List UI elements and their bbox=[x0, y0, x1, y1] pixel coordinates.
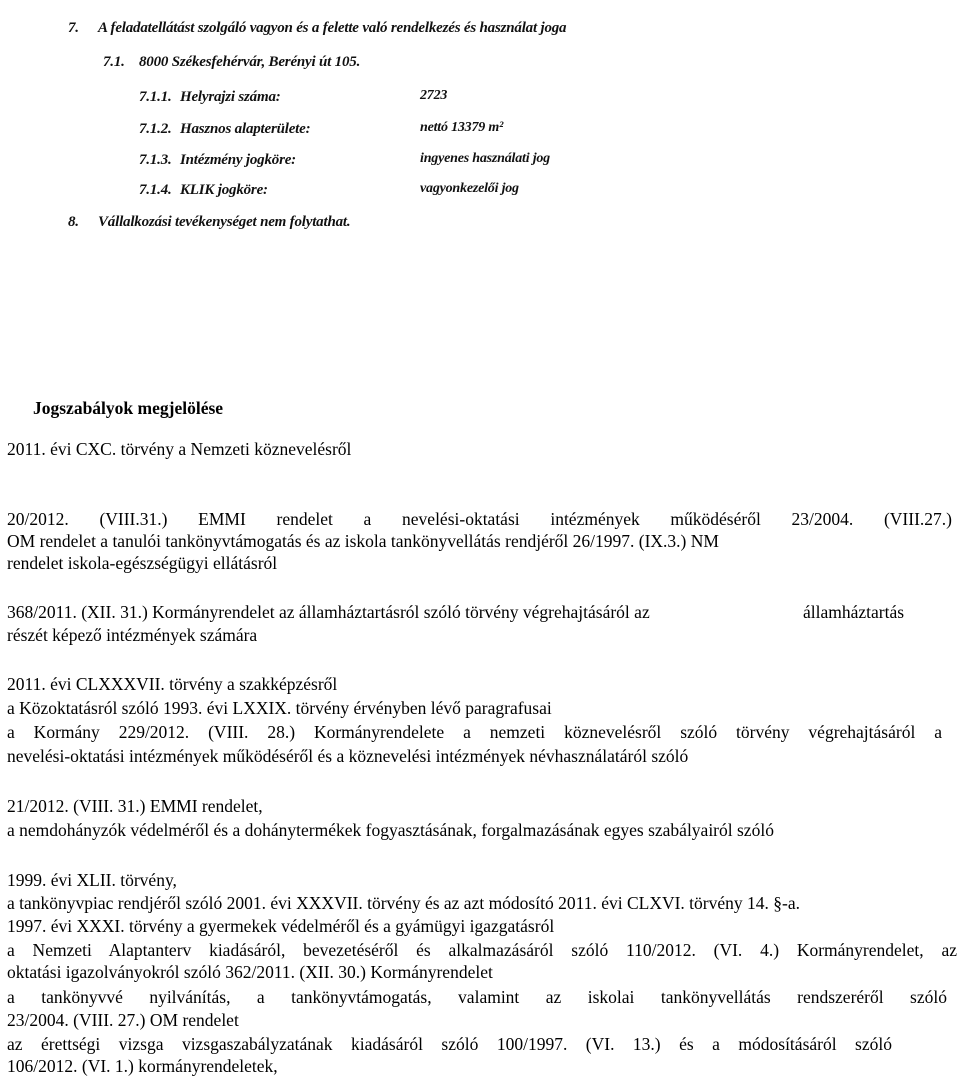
row-value: ingyenes használati jog bbox=[420, 151, 550, 166]
reference-line: 2011. évi CXC. törvény a Nemzeti köznevelésről bbox=[7, 439, 352, 459]
reference-line: 2011. évi CLXXXVII. törvény a szakképzésről bbox=[7, 674, 338, 694]
reference-line: OM rendelet a tanulói tankönyvtámogatás és az iskola tankönyvellátás rendjéről 26/1997. (IX.3.) NM bbox=[7, 531, 719, 551]
reference-line: nevelési-oktatási intézmények működéséről és a köznevelési intézmények névhasználatáról szóló bbox=[7, 746, 689, 766]
item-7-title: A feladatellátást szolgáló vagyon és a felette való rendelkezés és használat joga bbox=[98, 20, 567, 36]
item-8-number: 8. bbox=[68, 214, 79, 230]
item-7-1-address: 8000 Székesfehérvár, Berényi út 105. bbox=[139, 54, 361, 70]
reference-line: 21/2012. (VIII. 31.) EMMI rendelet, bbox=[7, 796, 263, 816]
reference-line: a Közoktatásról szóló 1993. évi LXXIX. törvény érvényben lévő paragrafusai bbox=[7, 698, 552, 718]
row-number: 7.1.1. bbox=[139, 89, 172, 105]
reference-line: a tankönyvvé nyilvánítás, a tankönyvtámogatás, valamint az iskolai tankönyvellátás rendszeréről szóló bbox=[7, 987, 947, 1007]
reference-line: 1997. évi XXXI. törvény a gyermekek védelméről és a gyámügyi igazgatásról bbox=[7, 916, 555, 936]
reference-line: rendelet iskola-egészségügyi ellátásról bbox=[7, 553, 278, 573]
reference-line: 106/2012. (VI. 1.) kormányrendeletek, bbox=[7, 1056, 278, 1076]
reference-line: a Nemzeti Alaptanterv kiadásáról, bevezetéséről és alkalmazásáról szóló 110/2012. (VI. 4.) Kormányrendelet, az bbox=[7, 940, 957, 960]
row-label: Helyrajzi száma: bbox=[180, 89, 281, 105]
reference-line: 23/2004. (VIII. 27.) OM rendelet bbox=[7, 1010, 239, 1030]
reference-line: 20/2012. (VIII.31.) EMMI rendelet a nevelési-oktatási intézmények működéséről 23/2004. (VIII.27.) bbox=[7, 509, 952, 529]
section-heading: Jogszabályok megjelölése bbox=[33, 398, 224, 418]
row-label: Intézmény jogköre: bbox=[180, 152, 296, 168]
item-8-title: Vállalkozási tevékenységet nem folytathat. bbox=[98, 214, 351, 230]
reference-line: 368/2011. (XII. 31.) Kormányrendelet az államháztartásról szóló törvény végrehajtásáról az bbox=[7, 602, 650, 622]
row-number: 7.1.4. bbox=[139, 182, 172, 198]
reference-line: a nemdohányzók védelméről és a dohánytermékek fogyasztásának, forgalmazásának egyes szabályairól szóló bbox=[7, 820, 774, 840]
reference-line: a tankönyvpiac rendjéről szóló 2001. évi XXXVII. törvény és az azt módosító 2011. évi CLXVI. törvény 14. §-a. bbox=[7, 893, 800, 913]
row-value: vagyonkezelői jog bbox=[420, 181, 519, 196]
reference-line: 1999. évi XLII. törvény, bbox=[7, 870, 177, 890]
item-7-number: 7. bbox=[68, 20, 79, 36]
reference-line: államháztartás bbox=[803, 602, 905, 622]
reference-line: részét képező intézmények számára bbox=[7, 625, 258, 645]
reference-line: oktatási igazolványokról szóló 362/2011. (XII. 30.) Kormányrendelet bbox=[7, 962, 493, 982]
row-value: nettó 13379 m² bbox=[420, 120, 504, 135]
reference-line: az érettségi vizsga vizsgaszabályzatának kiadásáról szóló 100/1997. (VI. 13.) és a módosításáról szóló bbox=[7, 1034, 892, 1054]
item-7-1-number: 7.1. bbox=[103, 54, 125, 70]
row-value: 2723 bbox=[420, 88, 448, 103]
row-label: KLIK jogköre: bbox=[180, 182, 268, 198]
reference-line: a Kormány 229/2012. (VIII. 28.) Kormányrendelete a nemzeti köznevelésről szóló törvény végrehajtásáról a bbox=[7, 722, 942, 742]
row-number: 7.1.2. bbox=[139, 121, 172, 137]
row-number: 7.1.3. bbox=[139, 152, 172, 168]
row-label: Hasznos alapterülete: bbox=[180, 121, 311, 137]
